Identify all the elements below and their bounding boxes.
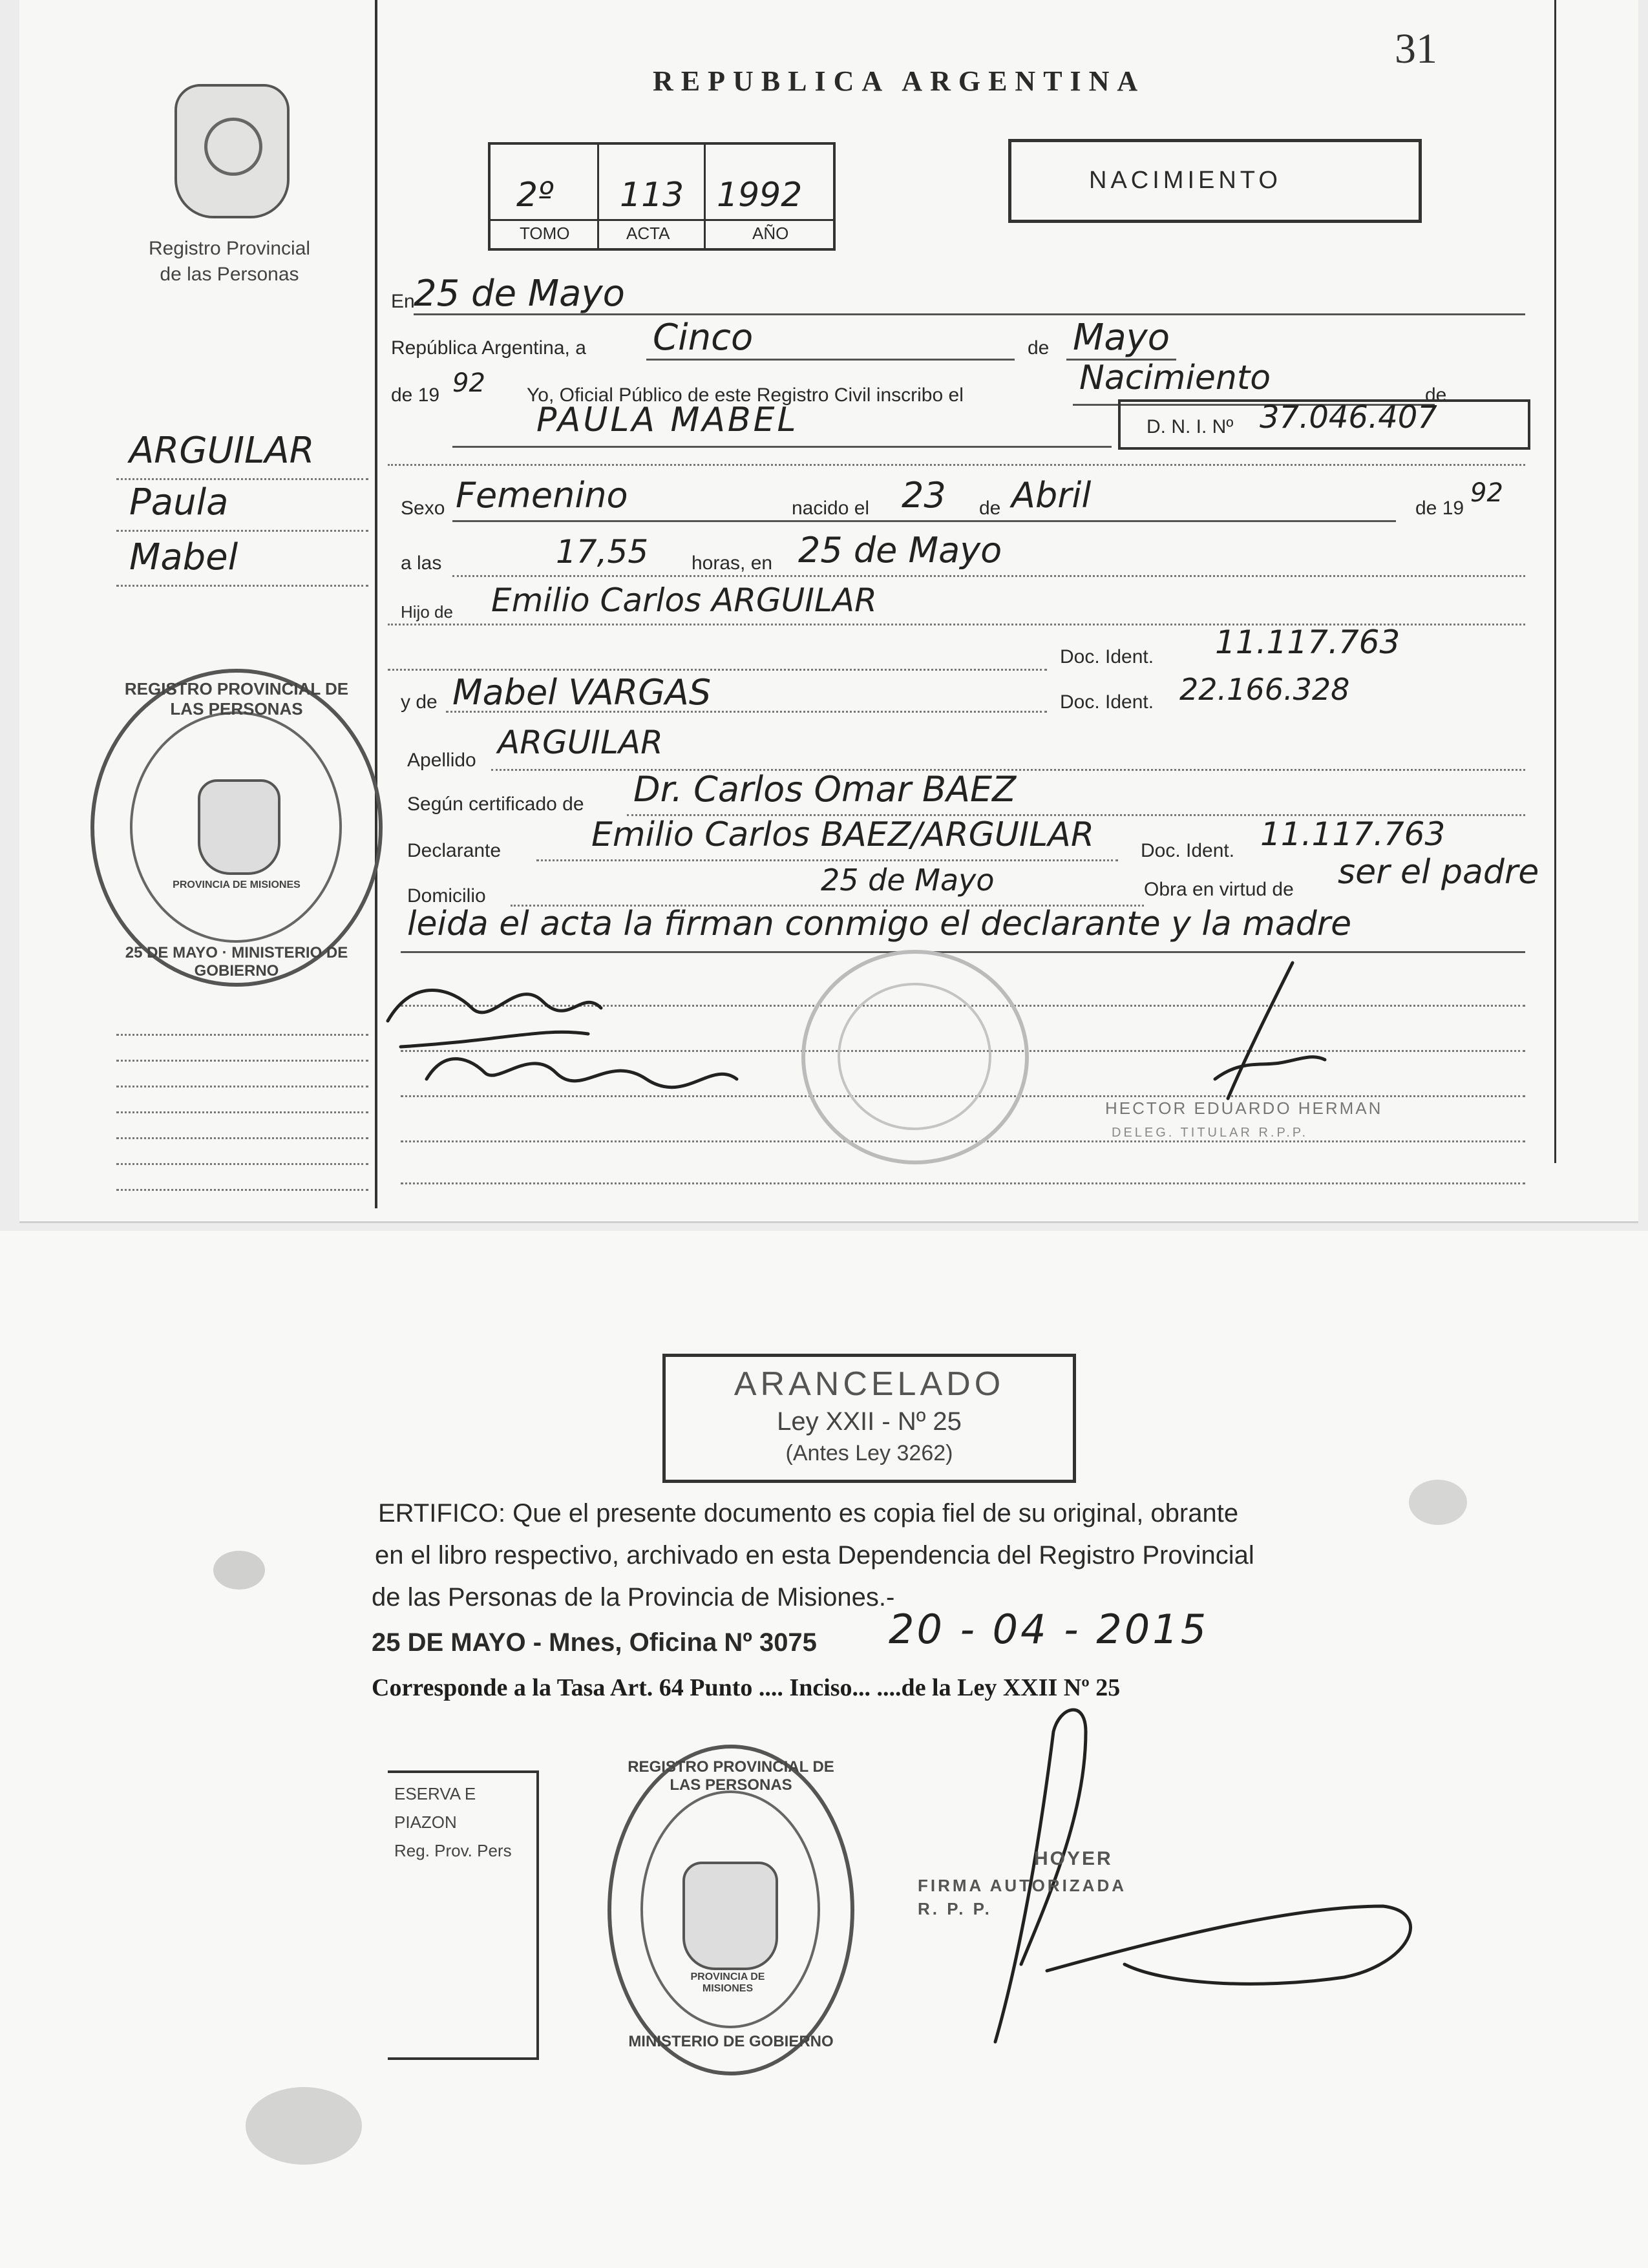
fill-line — [414, 313, 1525, 315]
province-emblem-icon — [198, 779, 280, 875]
arancelado-former-law: (Antes Ley 3262) — [785, 1441, 953, 1465]
official-title: DELEG. TITULAR R.P.P. — [1112, 1126, 1309, 1140]
fill-line — [452, 575, 1525, 577]
oficial-text: Yo, Oficial Público de este Registro Civil inscribo el — [527, 384, 964, 406]
birth-year-suffix: 92 — [1470, 478, 1503, 508]
month: Mayo — [1073, 317, 1170, 359]
declarante-doc: 11.117.763 — [1260, 815, 1446, 853]
sexo-label: Sexo — [401, 498, 445, 519]
mother: Mabel VARGAS — [452, 672, 712, 713]
fill-line — [646, 359, 1015, 361]
anio-label: AÑO — [752, 224, 789, 243]
de-label: de — [1028, 337, 1050, 359]
acta-label: ACTA — [626, 224, 670, 243]
birth-place: 25 de Mayo — [798, 530, 1002, 571]
province-emblem-icon — [682, 1862, 778, 1970]
faded-seal-inner — [838, 983, 991, 1130]
margin-name-1: Paula — [129, 481, 229, 523]
apellido: ARGUILAR — [498, 724, 663, 761]
de-label-3: de — [979, 498, 1001, 519]
certificado: Dr. Carlos Omar BAEZ — [633, 769, 1017, 810]
segun-label: Según certificado de — [407, 793, 584, 815]
margin-dotted-line — [116, 1034, 368, 1036]
day-words: Cinco — [653, 317, 754, 359]
official-signature — [1150, 950, 1344, 1118]
de-label-2: de — [1425, 384, 1447, 406]
hijo-label: Hijo de — [401, 602, 453, 622]
dni-box — [1118, 399, 1530, 450]
emblem-sun-icon — [204, 118, 262, 176]
obra: ser el padre — [1338, 853, 1539, 892]
tomo-value: 2º — [516, 176, 554, 215]
registry-seal-top — [90, 669, 383, 987]
y-de-label: y de — [401, 691, 438, 713]
obra-label: Obra en virtud de — [1144, 879, 1294, 900]
mother-doc-label: Doc. Ident. — [1060, 691, 1154, 713]
margin-dotted-line — [116, 1189, 368, 1191]
hour: 17,55 — [556, 533, 649, 571]
declarante-label: Declarante — [407, 840, 502, 861]
country-title: REPUBLICA ARGENTINA — [653, 65, 1146, 97]
act-kind: Nacimiento — [1079, 359, 1271, 397]
fill-line — [452, 520, 1396, 522]
dni-label: D. N. I. Nº — [1146, 416, 1234, 437]
section-divider — [388, 464, 1525, 466]
certifico-line-2: en el libro respectivo, archivado en esta Dependencia del Registro Provincial — [375, 1541, 1254, 1570]
domicilio-label: Domicilio — [407, 885, 486, 907]
margin-dotted-line — [116, 1163, 368, 1165]
authorized-signature-title: FIRMA AUTORIZADA R. P. P. — [918, 1876, 1127, 1918]
registry-emblem — [174, 84, 290, 218]
registry-office-name: Registro Provincial de las Personas — [148, 238, 311, 285]
full-name: PAULA MABEL — [536, 401, 799, 439]
margin-dotted-line — [116, 1111, 368, 1113]
domicilio: 25 de Mayo — [821, 863, 995, 898]
partial-stamp-box — [388, 1770, 539, 2060]
closing-text: leida el acta la firman conmigo el declarante y la madre — [407, 905, 1352, 943]
nacido-label: nacido el — [792, 498, 870, 519]
acta-value: 113 — [620, 176, 684, 215]
apellido-label: Apellido — [407, 750, 476, 771]
republica-label: República Argentina, a — [391, 337, 586, 359]
official-name: HECTOR EDUARDO HERMAN — [1105, 1098, 1383, 1118]
fill-line — [388, 669, 1047, 671]
tomo-label: TOMO — [520, 224, 570, 243]
seal-bottom-bottom-text: MINISTERIO DE GOBIERNO — [628, 2033, 834, 2050]
act-type-box — [1008, 139, 1422, 223]
birth-month: Abril — [1011, 475, 1092, 516]
father-doc-label: Doc. Ident. — [1060, 646, 1154, 667]
margin-dotted-line — [116, 1086, 368, 1087]
registry-divider — [597, 145, 599, 248]
arancelado-law: Ley XXII - Nº 25 — [777, 1407, 962, 1436]
registry-box — [488, 142, 836, 251]
stain — [213, 1551, 265, 1590]
a-las-label: a las — [401, 552, 442, 574]
declarante-doc-label: Doc. Ident. — [1141, 840, 1235, 861]
place: 25 de Mayo — [414, 273, 625, 315]
registry-divider — [491, 219, 833, 221]
fill-line — [536, 859, 1118, 861]
margin-dotted-line — [116, 478, 368, 480]
act-type: NACIMIENTO — [1089, 167, 1282, 194]
margin-dotted-line — [116, 530, 368, 532]
seal-top-bottom-text: 25 DE MAYO · MINISTERIO DE GOBIERNO — [125, 944, 348, 980]
arancelado-title: ARANCELADO — [734, 1365, 1005, 1403]
dni-value: 37.046.407 — [1260, 399, 1437, 436]
margin-dotted-line — [116, 1137, 368, 1139]
seal-top-center-text: PROVINCIA DE MISIONES — [173, 879, 301, 890]
declarant-signature — [375, 950, 827, 1118]
page-number: 31 — [1395, 25, 1437, 72]
fill-line — [446, 711, 1047, 713]
stain — [1409, 1480, 1467, 1525]
seal-top-outer-text: REGISTRO PROVINCIAL DE LAS PERSONAS — [124, 679, 349, 719]
arancelado-box — [662, 1354, 1076, 1483]
sexo: Femenino — [456, 475, 628, 516]
certifico-line-5: Corresponde a la Tasa Art. 64 Punto .... Inciso... ....de la Ley XXII Nº 25 — [372, 1674, 1121, 1701]
authorized-signature-name: HOYER — [1034, 1848, 1113, 1869]
seal-bottom-center-text: PROVINCIA DE MISIONES — [690, 1971, 765, 1994]
year-prefix: de 19 — [391, 384, 440, 406]
partial-stamp-text: ESERVA E PIAZON Reg. Prov. Pers — [394, 1784, 512, 1860]
certification-date: 20 - 04 - 2015 — [889, 1606, 1209, 1653]
margin-dotted-line — [116, 585, 368, 587]
margin-dotted-line — [116, 1060, 368, 1062]
year-suffix: 92 — [452, 368, 485, 398]
mother-doc: 22.166.328 — [1179, 672, 1350, 707]
horas-label: horas, en — [692, 552, 773, 574]
stain — [246, 2087, 362, 2165]
certifico-line-1: ERTIFICO: Que el presente documento es copia fiel de su original, obrante — [378, 1499, 1239, 1528]
registry-seal-bottom — [607, 1745, 854, 2075]
margin-name-2: Mabel — [129, 536, 238, 578]
declarante: Emilio Carlos BAEZ/ARGUILAR — [591, 815, 1094, 854]
certifico-line-4: 25 DE MAYO - Mnes, Oficina Nº 3075 — [372, 1628, 817, 1657]
faded-seal — [801, 950, 1029, 1164]
seal-bottom-outer-text: REGISTRO PROVINCIAL DE LAS PERSONAS — [628, 1758, 834, 1794]
birth-year-prefix: de 19 — [1415, 498, 1464, 519]
birth-day: 23 — [902, 475, 946, 516]
registry-divider — [704, 145, 706, 248]
father-doc: 11.117.763 — [1215, 624, 1400, 661]
fill-line — [401, 1182, 1525, 1184]
anio-value: 1992 — [717, 176, 803, 215]
margin-rule-right — [1554, 0, 1556, 1163]
margin-surname: ARGUILAR — [129, 430, 315, 472]
fill-line — [452, 446, 1112, 448]
en-label: En — [391, 291, 415, 312]
father: Emilio Carlos ARGUILAR — [491, 582, 877, 619]
certifico-line-3: de las Personas de la Provincia de Misiones.- — [372, 1583, 895, 1612]
